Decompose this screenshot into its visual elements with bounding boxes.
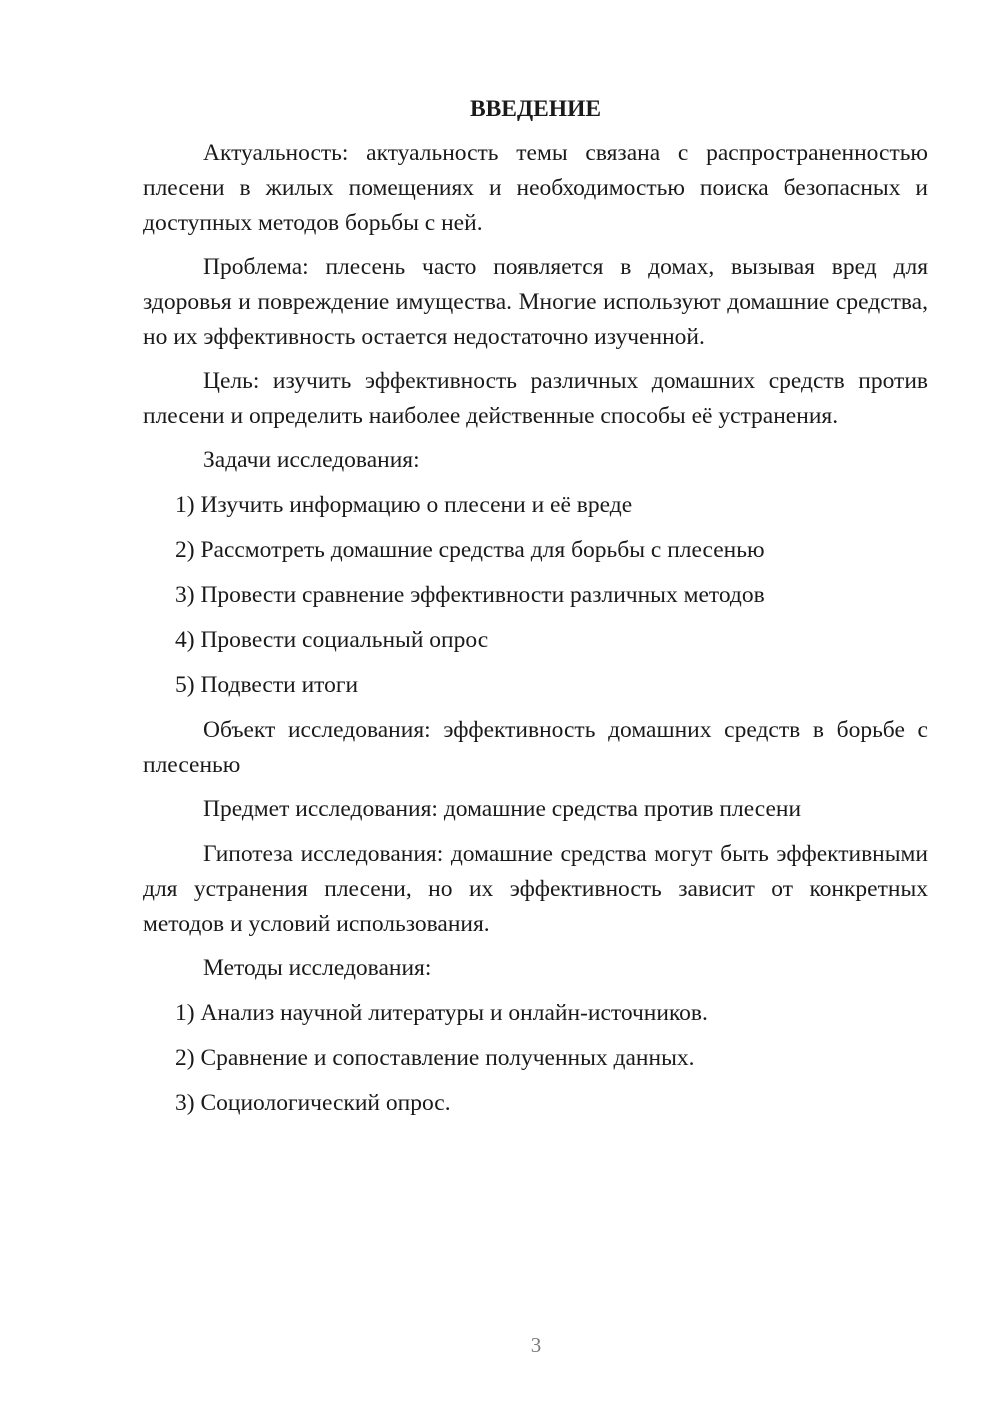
method-item: 1) Анализ научной литературы и онлайн-источников.	[175, 1000, 708, 1026]
page-number: 3	[530, 1333, 542, 1357]
subject-paragraph: Предмет исследования: домашние средства против плесени	[203, 796, 802, 822]
method-item: 2) Сравнение и сопоставление полученных данных.	[175, 1045, 695, 1071]
methods-heading: Методы исследования:	[203, 955, 432, 981]
object-paragraph: Объект исследования: эффективность домашних средств в борьбе с плесенью	[143, 717, 928, 778]
page-content	[143, 92, 928, 1131]
actuality-paragraph: Актуальность: актуальность темы связана с распространенностью плесени в жилых помещениях и необходимостью поиска безопасных и доступных методов борьбы с ней.	[143, 140, 928, 236]
goal-paragraph: Цель: изучить эффективность различных домашних средств против плесени и определить наиболее действенные способы её устранения.	[143, 368, 928, 429]
tasks-heading: Задачи исследования:	[203, 447, 420, 473]
task-item: 4) Провести социальный опрос	[175, 627, 489, 653]
page-title: ВВЕДЕНИЕ	[469, 96, 602, 122]
task-item: 5) Подвести итоги	[175, 672, 359, 698]
hypothesis-paragraph: Гипотеза исследования: домашние средства могут быть эффективными для устранения плесени, но их эффективность зависит от конкретных методов и условий использования.	[143, 841, 928, 937]
problem-paragraph: Проблема: плесень часто появляется в домах, вызывая вред для здоровья и повреждение имущества. Многие используют домашние средства, но их эффективность остается недостаточно изученной.	[143, 254, 928, 350]
task-item: 2) Рассмотреть домашние средства для борьбы с плесенью	[175, 537, 765, 563]
task-item: 3) Провести сравнение эффективности различных методов	[175, 582, 765, 608]
method-item: 3) Социологический опрос.	[175, 1090, 451, 1116]
task-item: 1) Изучить информацию о плесени и её вреде	[175, 492, 633, 518]
